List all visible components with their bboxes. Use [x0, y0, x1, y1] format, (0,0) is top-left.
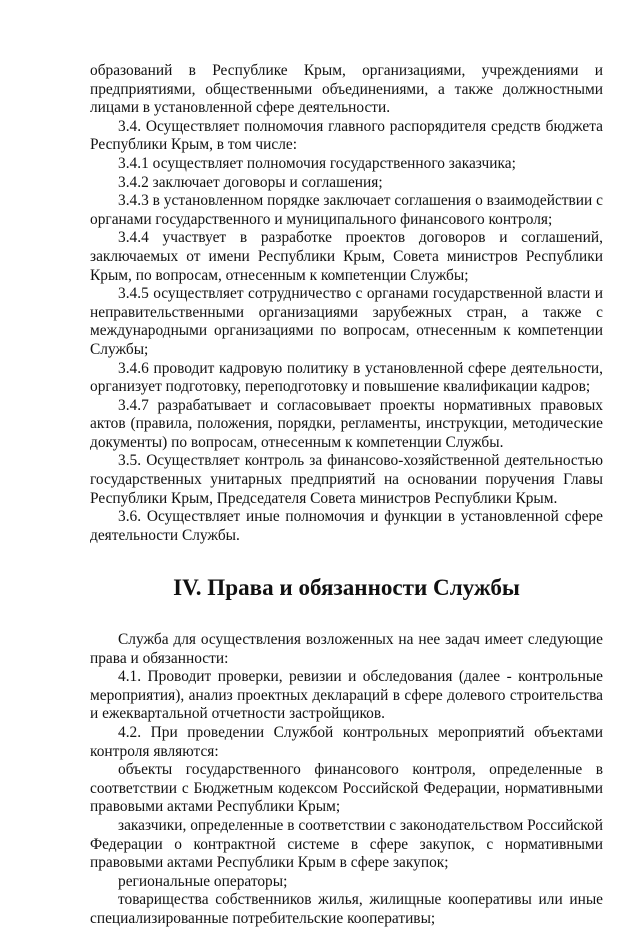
paragraph: образований в Республике Крым, организациями, учреждениями и предприятиями, общественными объединениями, а также должностными лицами в установленной сфере деятельности. — [90, 62, 603, 117]
paragraphs-top — [90, 62, 603, 545]
paragraph: 4.1. Проводит проверки, ревизии и обследования (далее - контрольные мероприятия), анализ проектных деклараций в сфере долевого строительства и ежеквартальной отчетности застройщиков. — [90, 668, 603, 723]
paragraph: 3.5. Осуществляет контроль за финансово-хозяйственной деятельностью государственных унитарных предприятий на основании поручения Главы Республики Крым, Председателя Совета министров Республики Крым. — [90, 452, 603, 507]
section-heading: IV. Права и обязанности Службы — [173, 574, 520, 601]
paragraph: 3.4.2 заключает договоры и соглашения; — [118, 173, 383, 191]
paragraphs-bottom — [90, 631, 603, 929]
paragraph: товарищества собственников жилья, жилищные кооперативы или иные специализированные потребительские кооперативы; — [90, 891, 603, 927]
paragraph: 3.4.5 осуществляет сотрудничество с органами государственной власти и неправительственными организациями зарубежных стран, а также с международными организациями по вопросам, отнесенным к компетенции Службы; — [90, 285, 603, 358]
paragraph: 3.6. Осуществляет иные полномочия и функции в установленной сфере деятельности Службы. — [90, 508, 603, 544]
paragraph: Служба для осуществления возложенных на нее задач имеет следующие права и обязанности: — [90, 631, 603, 667]
paragraph: 3.4.7 разрабатывает и согласовывает проекты нормативных правовых актов (правила, положения, порядки, регламенты, инструкции, методические документы) по вопросам, отнесенным к компетенции Службы. — [90, 396, 603, 451]
paragraph: 3.4. Осуществляет полномочия главного распорядителя средств бюджета Республики Крым, в том числе: — [90, 117, 603, 154]
paragraph: 4.2. При проведении Службой контрольных мероприятий объектами контроля являются: — [90, 724, 603, 760]
paragraph: 3.4.3 в установленном порядке заключает соглашения о взаимодействии с органами государственного и муниципального финансового контроля; — [90, 192, 603, 228]
paragraph: объекты государственного финансового контроля, определенные в соответствии с Бюджетным кодексом Российской Федерации, нормативными правовыми актами Республики Крым; — [90, 761, 603, 816]
paragraph: заказчики, определенные в соответствии с законодательством Российской Федерации о контрактной системе в сфере закупок, с нормативными правовыми актами Республики Крым в сфере закупок; — [90, 816, 603, 872]
paragraph: 3.4.4 участвует в разработке проектов договоров и соглашений, заключаемых от имени Республики Крым, Совета министров Республики Крым, по вопросам, отнесенным к компетенции Службы; — [90, 229, 603, 284]
paragraph: региональные операторы; — [118, 872, 288, 890]
document-page — [90, 62, 603, 929]
paragraph: 3.4.1 осуществляет полномочия государственного заказчика; — [118, 154, 516, 172]
paragraph: 3.4.6 проводит кадровую политику в установленной сфере деятельности, организует подготовку, переподготовку и повышение квалификации кадров; — [90, 359, 603, 396]
